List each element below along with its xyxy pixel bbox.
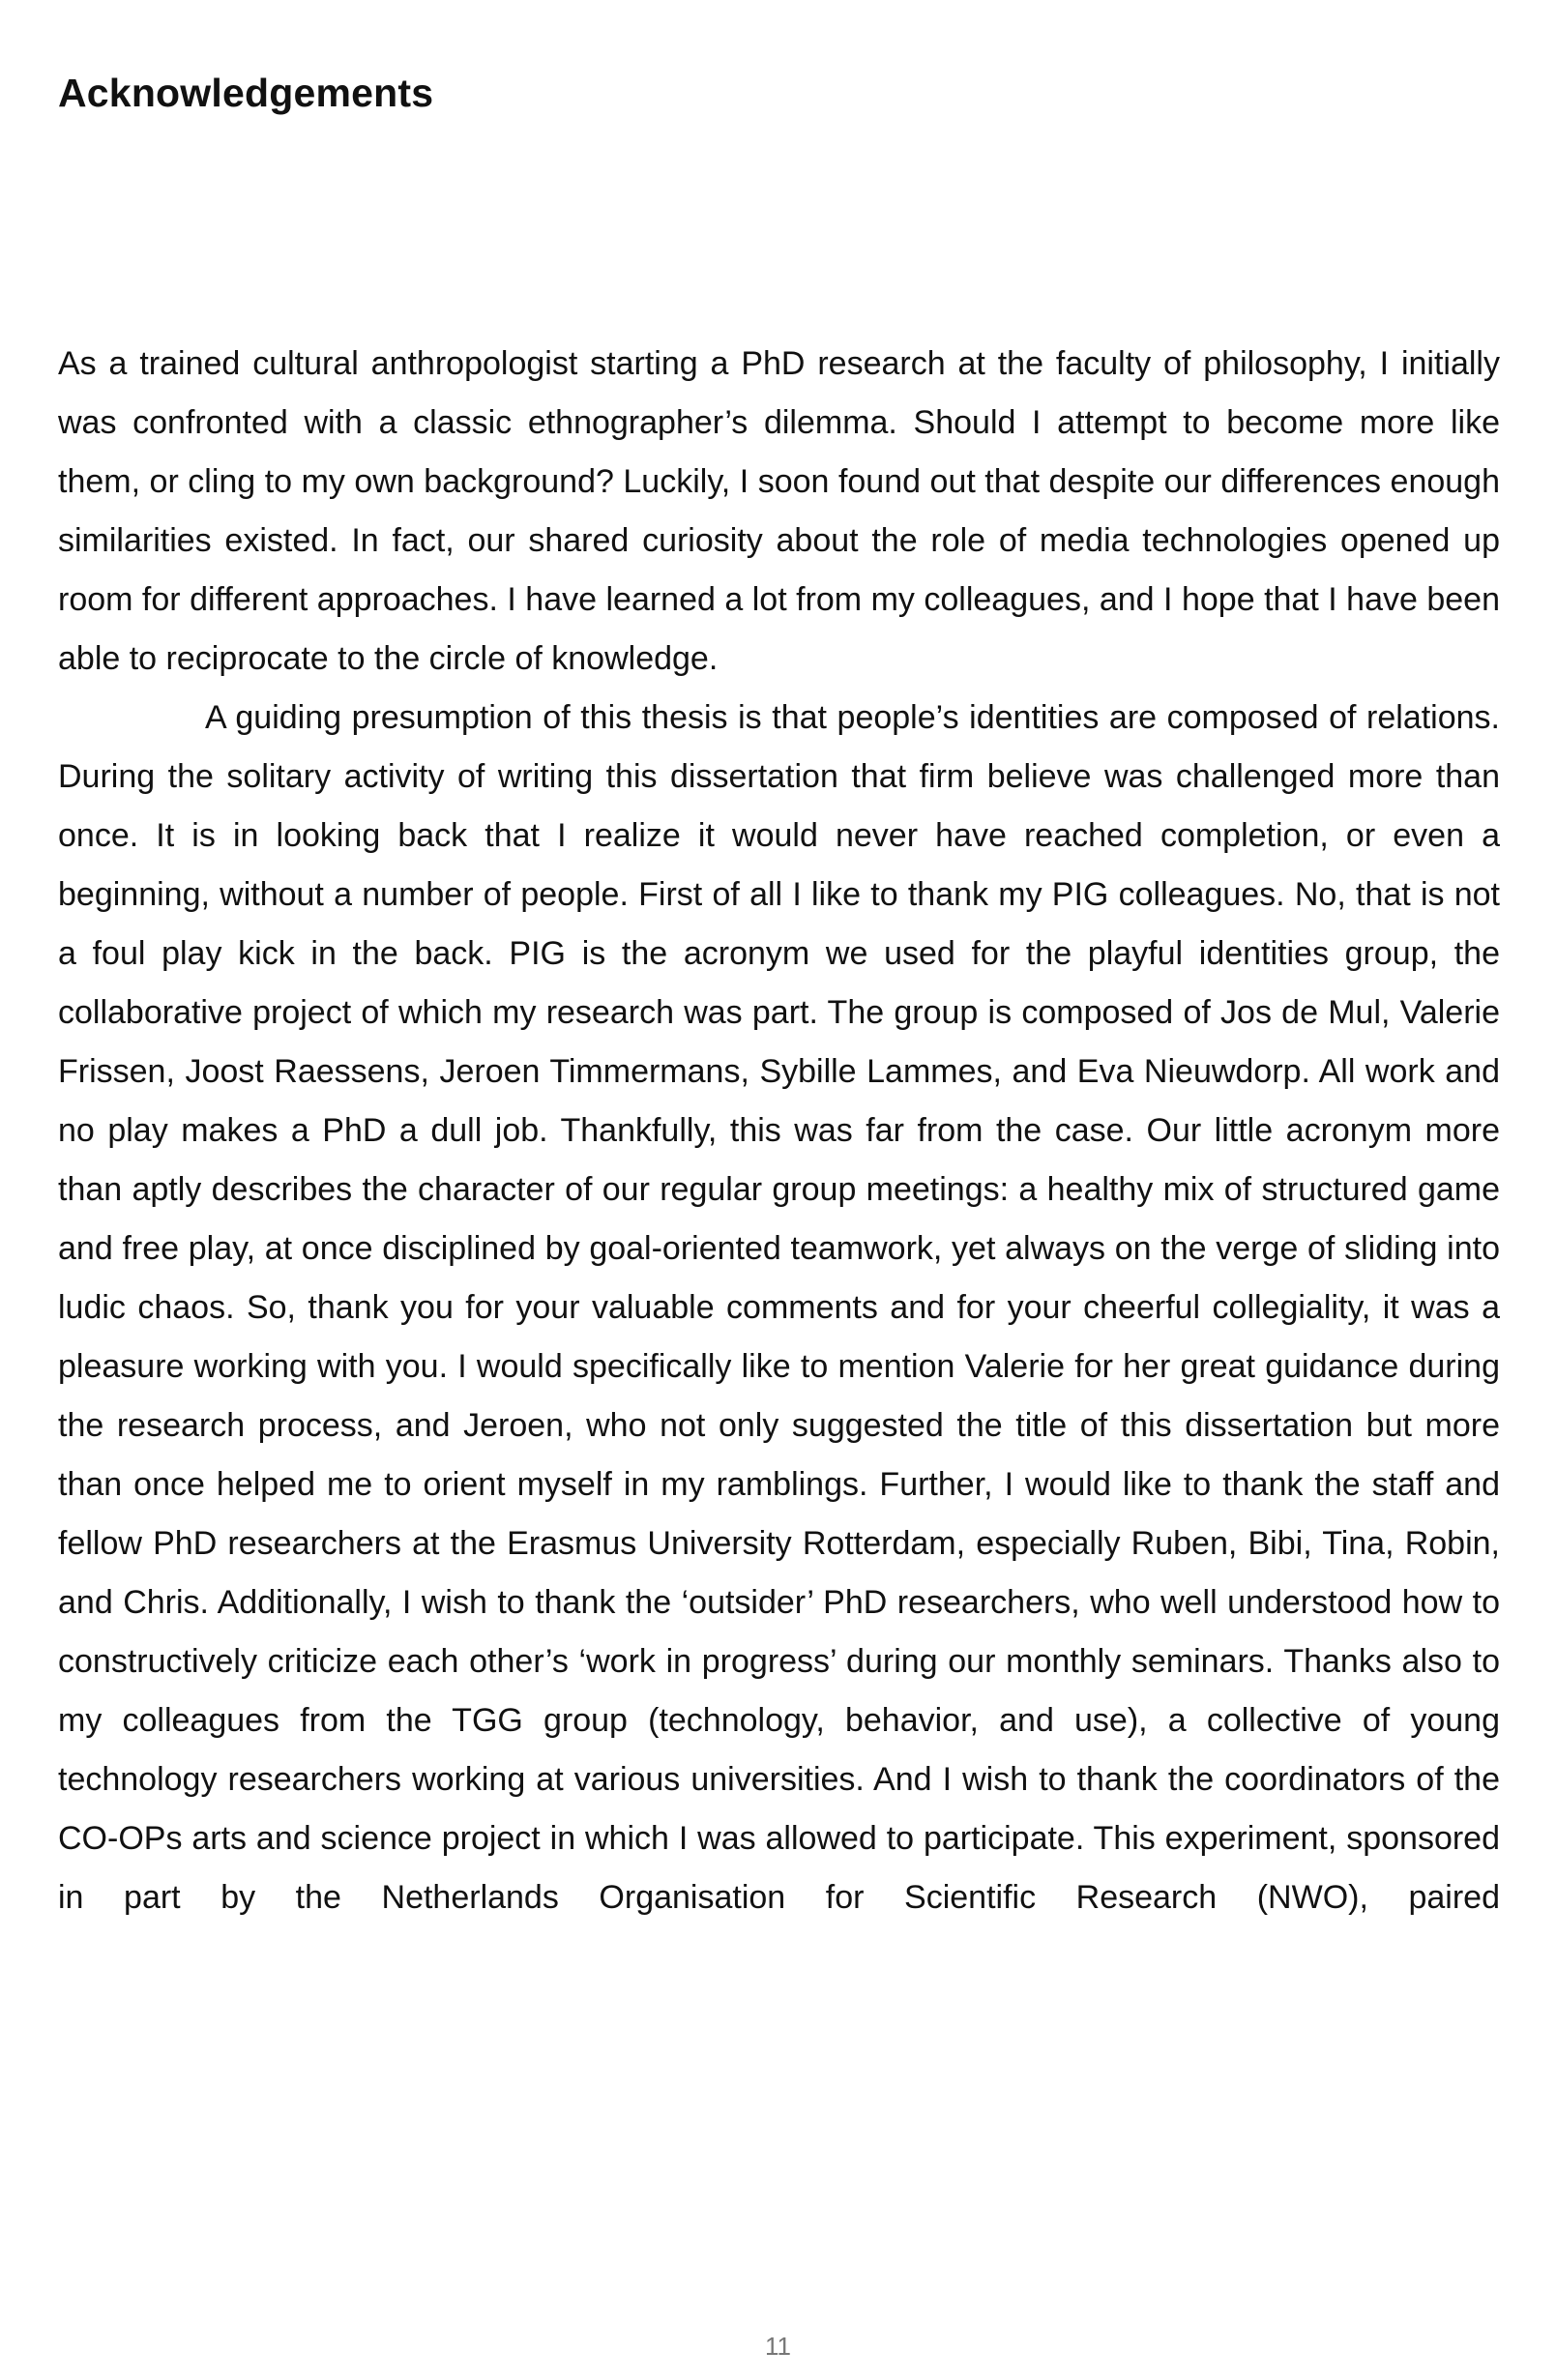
page-heading: Acknowledgements bbox=[58, 71, 434, 115]
page-number: 11 bbox=[765, 2332, 791, 2361]
paragraph-2: A guiding presumption of this thesis is that people’s identities are composed of relations. During the solitary activity of writing this dissertation that firm believe was challenged more than once. It is in looking back that I realize it would never have reached completion, or even a beginning, without a number of people. First of all I like to thank my PIG colleagues. No, that is not a foul play kick in the back. PIG is the acronym we used for the playful identities group, the collaborative project of which my research was part. The group is composed of Jos de Mul, Valerie Frissen, Joost Raessens, Jeroen Timmermans, Sybille Lammes, and Eva Nieuwdorp. All work and no play makes a PhD a dull job. Thankfully, this was far from the case. Our little acronym more than aptly describes the character of our regular group meetings: a healthy mix of structured game and free play, at once disciplined by goal-oriented teamwork, yet always on the verge of sliding into ludic chaos. So, thank you for your valuable comments and for your cheerful collegiality, it was a pleasure working with you. I would specifically like to mention Valerie for her great guidance during the research process, and Jeroen, who not only suggested the title of this dissertation but more than once helped me to orient myself in my ramblings. Further, I would like to thank the staff and fellow PhD researchers at the Erasmus University Rotterdam, especially Ruben, Bibi, Tina, Robin, and Chris. Additionally, I wish to thank the ‘outsider’ PhD researchers, who well understood how to constructively criticize each other’s ‘work in progress’ during our monthly seminars. Thanks also to my colleagues from the TGG group (technology, behavior, and use), a collective of young technology researchers working at various universities. And I wish to thank the coordinators of the CO-OPs arts and science project in which I was allowed to participate. This experiment, sponsored in part by the Netherlands Organisation for Scientific Research (NWO), paired bbox=[58, 699, 1500, 1916]
body-text bbox=[58, 335, 1500, 1927]
paragraph-1: As a trained cultural anthropologist starting a PhD research at the faculty of philosophy, I initially was confronted with a classic ethnographer’s dilemma. Should I attempt to become more like them, or cling to my own background? Luckily, I soon found out that despite our differences enough similarities existed. In fact, our shared curiosity about the role of media technologies opened up room for different approaches. I have learned a lot from my colleagues, and I hope that I have been able to reciprocate to the circle of knowledge. bbox=[58, 345, 1500, 677]
